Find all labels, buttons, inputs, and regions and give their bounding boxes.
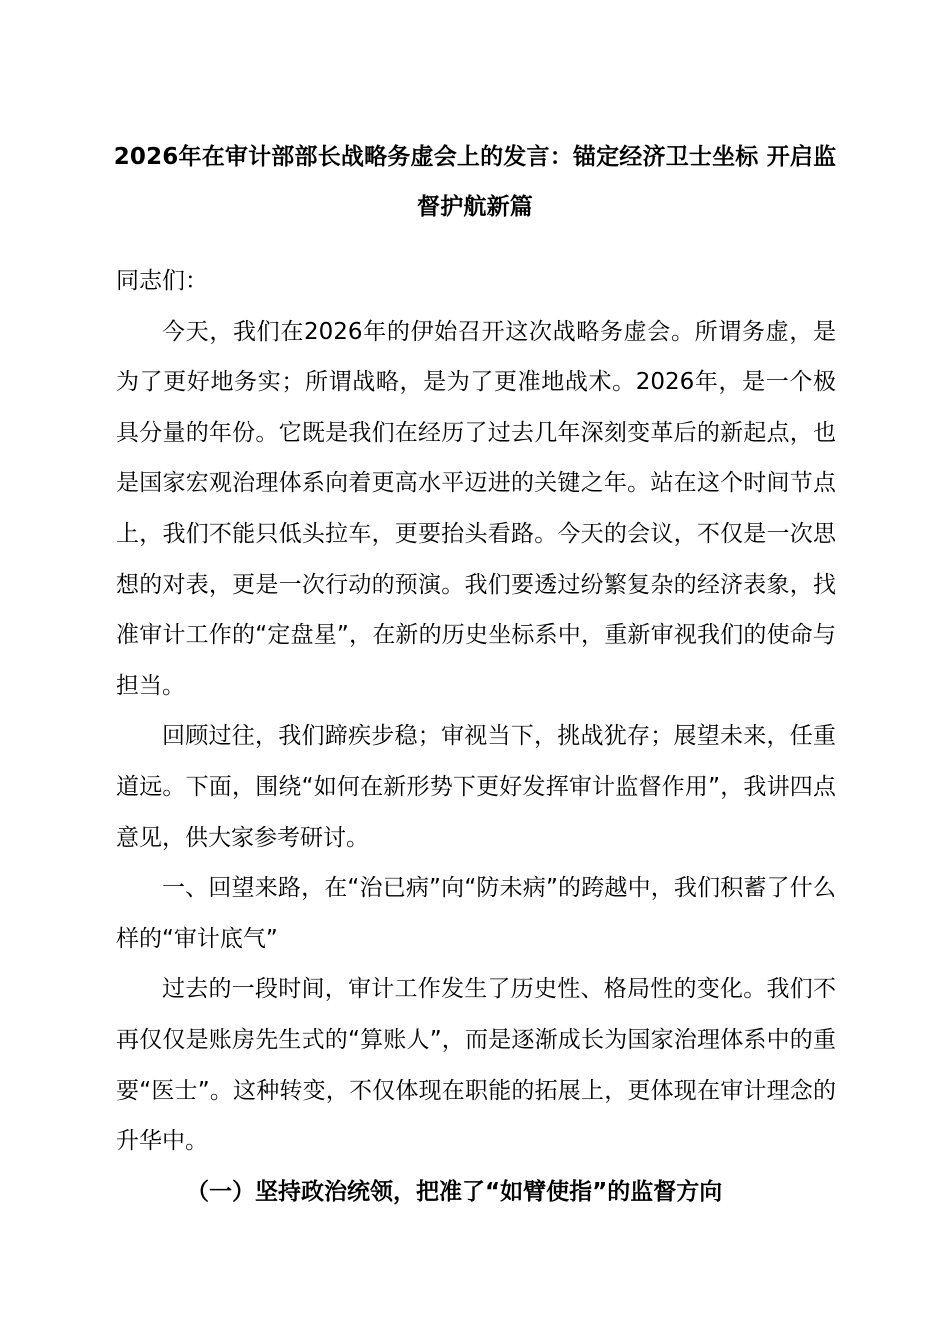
document-title: 2026年在审计部部长战略务虚会上的发言：锚定经济卫士坐标 开启监督护航新篇 <box>113 144 837 220</box>
paragraph-outline: 回顾过往，我们蹄疾步稳；审视当下，挑战犹存；展望未来，任重道远。下面，围绕“如何在新形势下更好发挥审计监督作用”，我讲四点意见，供大家参考研讨。 <box>116 723 836 851</box>
salutation: 同志们： <box>116 268 208 294</box>
document-body <box>116 256 836 1217</box>
subheading-1: （一）坚持政治统领，把准了“如臂使指”的监督方向 <box>186 1178 723 1205</box>
paragraph-opening: 今天，我们在2026年的伊始召开这次战略务虚会。所谓务虚，是为了更好地务实；所谓战略，是为了更准地战术。2026年，是一个极具分量的年份。它既是我们在经历了过去几年深刻变革后的新起点，也是国家宏观治理体系向着更高水平迈进的关键之年。站在这个时间节点上，我们不能只低头拉车，更要抬头看路。今天的会议，不仅是一次思想的对表，更是一次行动的预演。我们要透过纷繁复杂的经济表象，找准审计工作的“定盘星”，在新的历史坐标系中，重新审视我们的使命与担当。 <box>116 318 836 699</box>
paragraph-review: 过去的一段时间，审计工作发生了历史性、格局性的变化。我们不再仅仅是账房先生式的“算账人”，而是逐渐成长为国家治理体系中的重要“医士”。这种转变，不仅体现在职能的拓展上，更体现在审计理念的升华中。 <box>116 976 836 1155</box>
section-heading-1: 一、回望来路，在“治已病”向“防未病”的跨越中，我们积蓄了什么样的“审计底气” <box>116 875 836 952</box>
